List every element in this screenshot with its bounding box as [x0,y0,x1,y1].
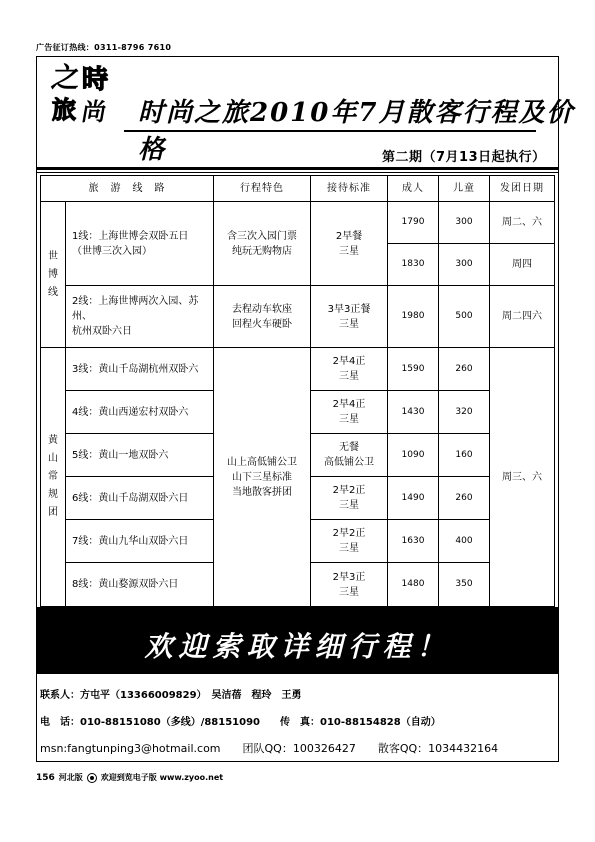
logo-glyph: 旅 [52,95,76,124]
feature-cell: 去程动车软座 回程火车硬卧 [214,286,311,348]
header-date: 发团日期 [490,176,555,202]
footer-slogan: 欢迎到览电子版 www.zyoo.net [100,773,224,782]
route-cell: 6线：黄山千岛湖双卧六日 [66,477,214,520]
standard-cell: 2早4正 三星 [311,391,388,434]
adult-price: 1090 [388,434,439,477]
page-number: 156 [36,772,55,783]
adult-price: 1790 [388,202,439,244]
header-feature: 行程特色 [214,176,311,202]
departure-date: 周二四六 [490,286,555,348]
header-child: 儿童 [439,176,490,202]
table-header-row [41,176,555,202]
standard-cell: 无餐 高低铺公卫 [311,434,388,477]
route-cell: 4线：黄山西递宏村双卧六 [66,391,214,434]
banner-text: 欢迎索取详细行程！ [144,630,451,663]
standard-cell: 2早餐 三星 [311,202,388,286]
route-cell: 3线：黄山千岛湖杭州双卧六 [66,348,214,391]
child-price: 260 [439,477,490,520]
divider-thin [36,172,559,173]
route-cell: 8线：黄山婺源双卧六日 [66,563,214,607]
child-price: 320 [439,391,490,434]
child-price: 300 [439,202,490,244]
logo-glyph: 時 [82,65,109,95]
standard-cell: 2早4正 三星 [311,348,388,391]
route-cell: 7线：黄山九华山双卧六日 [66,520,214,563]
feature-cell: 山上高低铺公卫 山下三星标准 当地散客拼团 [214,348,311,607]
ad-hotline: 广告征订热线：0311-8796 7610 [36,43,172,52]
standard-cell: 3早3正餐 三星 [311,286,388,348]
logo-glyph: 尚 [79,97,109,126]
magazine-logo-icon [87,773,97,783]
header-route: 旅 游 线 路 [41,176,214,202]
group-label-expo: 世 博 线 [41,202,66,348]
logo-glyph: 之 [49,61,84,94]
table-row [41,286,555,348]
departure-date: 周二、六 [490,202,555,244]
departure-date: 周三、六 [490,348,555,607]
child-price: 400 [439,520,490,563]
contact-people: 联系人：方屯平（13366009829） 吴洁蓓 程玲 王勇 [40,690,302,701]
divider-thick [36,167,559,170]
title-underline [124,130,536,132]
contact-online: msn:fangtunping3@hotmail.com 团队QQ：100326427 散客QQ：1034432164 [40,742,499,755]
header-standard: 接待标准 [311,176,388,202]
route-cell: 5线：黄山一地双卧六 [66,434,214,477]
brand-logo [49,61,114,126]
adult-price: 1480 [388,563,439,607]
header-adult: 成人 [388,176,439,202]
child-price: 260 [439,348,490,391]
adult-price: 1490 [388,477,439,520]
adult-price: 1430 [388,391,439,434]
page-title: 时尚之旅2010年7月散客行程及价格 [138,98,575,165]
standard-cell: 2早3正 三星 [311,563,388,607]
departure-date: 周四 [490,244,555,286]
standard-cell: 2早2正 三星 [311,520,388,563]
adult-price: 1830 [388,244,439,286]
edition-label: 河北版 [58,773,83,782]
period-label: 第二期（7月13日起执行） [382,150,546,165]
group-label-huangshan: 黄 山 常 规 团 [41,348,66,607]
adult-price: 1980 [388,286,439,348]
child-price: 500 [439,286,490,348]
standard-cell: 2早2正 三星 [311,477,388,520]
price-table [40,175,555,607]
child-price: 300 [439,244,490,286]
child-price: 350 [439,563,490,607]
table-row [41,202,555,244]
child-price: 160 [439,434,490,477]
welcome-banner [36,607,559,674]
route-cell: 2线：上海世博两次入园、苏州、 杭州双卧六日 [66,286,214,348]
route-cell: 1线：上海世博会双卧五日 （世博三次入园） [66,202,214,286]
feature-cell: 含三次入园门票 纯玩无购物店 [214,202,311,286]
table-row [41,348,555,391]
page-footer [36,772,223,783]
contact-phone: 电 话：010-88151080（多线）/88151090 传 真：010-88154828（自动） [40,717,441,728]
adult-price: 1630 [388,520,439,563]
adult-price: 1590 [388,348,439,391]
